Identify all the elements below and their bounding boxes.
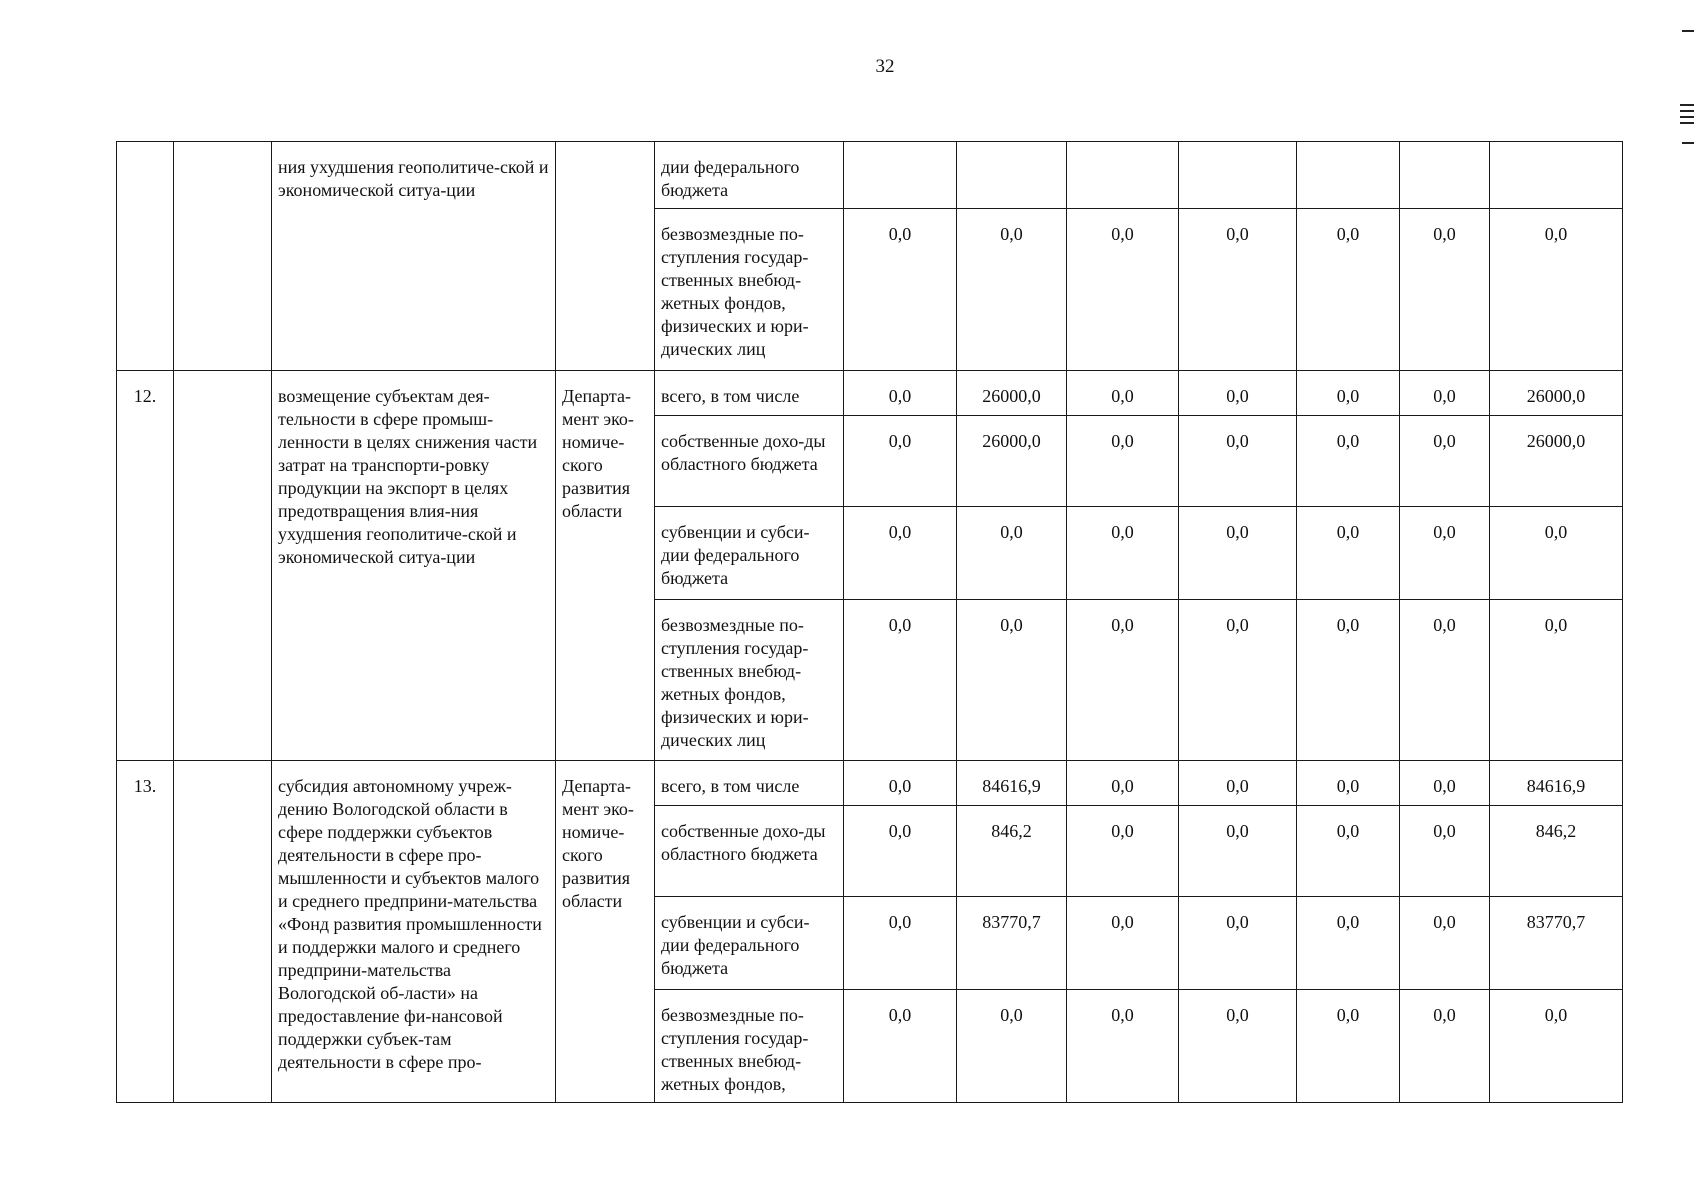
funding-source: субвенции и субси-дии федерального бюджета bbox=[655, 897, 844, 990]
funding-source: безвозмездные по-ступления государ-ственных внебюд-жетных фондов, bbox=[655, 990, 844, 1103]
edge-mark bbox=[1682, 30, 1694, 32]
amount-cell: 0,0 bbox=[1067, 806, 1179, 897]
amount-cell: 0,0 bbox=[1297, 600, 1400, 761]
funding-source: безвозмездные по-ступления государ-ственных внебюд-жетных фондов, физических и юри-дических лиц bbox=[655, 600, 844, 761]
amount-cell: 83770,7 bbox=[957, 897, 1067, 990]
amount-cell: 26000,0 bbox=[1490, 416, 1623, 507]
amount-cell: 0,0 bbox=[1297, 371, 1400, 416]
amount-cell: 0,0 bbox=[1490, 209, 1623, 371]
amount-cell: 83770,7 bbox=[1490, 897, 1623, 990]
amount-cell: 0,0 bbox=[1400, 507, 1490, 600]
funding-source: субвенции и субси-дии федерального бюджета bbox=[655, 507, 844, 600]
amount-cell: 0,0 bbox=[844, 806, 957, 897]
amount-cell bbox=[1179, 142, 1297, 209]
amount-cell: 0,0 bbox=[1067, 209, 1179, 371]
edge-mark bbox=[1680, 116, 1694, 118]
row-number: 12. bbox=[117, 371, 174, 761]
amount-cell bbox=[1297, 142, 1400, 209]
amount-cell: 0,0 bbox=[1179, 416, 1297, 507]
amount-cell: 0,0 bbox=[844, 416, 957, 507]
measure-description: субсидия автономному учреж-дению Вологодской области в сфере поддержки субъектов деятельности в сфере про-мышленности и субъектов малого и среднего предприни-мательства «Фонд развития промышленности и поддержки малого и среднего предприни-мательства Вологодской об-ласти» на предоставление фи-нансовой поддержки субъек-там деятельности в сфере про- bbox=[272, 761, 556, 1103]
amount-cell: 0,0 bbox=[1400, 371, 1490, 416]
funding-source: собственные дохо-ды областного бюджета bbox=[655, 416, 844, 507]
amount-cell: 0,0 bbox=[1297, 761, 1400, 806]
amount-cell: 0,0 bbox=[844, 507, 957, 600]
amount-cell: 0,0 bbox=[1179, 507, 1297, 600]
amount-cell: 0,0 bbox=[1490, 600, 1623, 761]
amount-cell bbox=[1490, 142, 1623, 209]
amount-cell: 0,0 bbox=[1297, 507, 1400, 600]
amount-cell: 0,0 bbox=[1297, 806, 1400, 897]
amount-cell: 0,0 bbox=[1297, 416, 1400, 507]
budget-table bbox=[116, 141, 1623, 1103]
amount-cell: 0,0 bbox=[844, 371, 957, 416]
amount-cell bbox=[1400, 142, 1490, 209]
amount-cell: 0,0 bbox=[1179, 371, 1297, 416]
row-number bbox=[117, 142, 174, 371]
amount-cell: 0,0 bbox=[1067, 897, 1179, 990]
amount-cell: 0,0 bbox=[844, 897, 957, 990]
measure-description: ния ухудшения геополитиче-ской и экономической ситуа-ции bbox=[272, 142, 556, 371]
row-number: 13. bbox=[117, 761, 174, 1103]
amount-cell bbox=[844, 142, 957, 209]
amount-cell: 0,0 bbox=[1400, 761, 1490, 806]
amount-cell: 0,0 bbox=[957, 600, 1067, 761]
amount-cell: 0,0 bbox=[1067, 371, 1179, 416]
amount-cell: 84616,9 bbox=[1490, 761, 1623, 806]
funding-source: всего, в том числе bbox=[655, 761, 844, 806]
edge-mark bbox=[1680, 122, 1694, 124]
amount-cell: 0,0 bbox=[1179, 990, 1297, 1103]
amount-cell: 0,0 bbox=[1067, 416, 1179, 507]
amount-cell: 0,0 bbox=[1400, 416, 1490, 507]
amount-cell: 26000,0 bbox=[957, 371, 1067, 416]
amount-cell: 0,0 bbox=[957, 209, 1067, 371]
amount-cell: 0,0 bbox=[1179, 209, 1297, 371]
table-row bbox=[117, 142, 1623, 209]
amount-cell: 0,0 bbox=[1490, 507, 1623, 600]
amount-cell: 0,0 bbox=[844, 761, 957, 806]
amount-cell: 846,2 bbox=[957, 806, 1067, 897]
amount-cell: 0,0 bbox=[1179, 806, 1297, 897]
table-row bbox=[117, 371, 1623, 416]
edge-mark bbox=[1680, 110, 1694, 112]
amount-cell: 0,0 bbox=[957, 990, 1067, 1103]
amount-cell: 0,0 bbox=[1400, 806, 1490, 897]
funding-source: всего, в том числе bbox=[655, 371, 844, 416]
amount-cell: 0,0 bbox=[1067, 600, 1179, 761]
amount-cell: 0,0 bbox=[1400, 990, 1490, 1103]
amount-cell: 0,0 bbox=[1297, 209, 1400, 371]
amount-cell: 0,0 bbox=[1400, 897, 1490, 990]
amount-cell: 26000,0 bbox=[957, 416, 1067, 507]
amount-cell: 0,0 bbox=[1179, 897, 1297, 990]
amount-cell bbox=[1067, 142, 1179, 209]
code-cell bbox=[174, 142, 272, 371]
amount-cell: 0,0 bbox=[1179, 761, 1297, 806]
amount-cell: 0,0 bbox=[957, 507, 1067, 600]
amount-cell: 0,0 bbox=[1067, 761, 1179, 806]
amount-cell: 26000,0 bbox=[1490, 371, 1623, 416]
amount-cell: 0,0 bbox=[844, 600, 957, 761]
edge-mark bbox=[1682, 142, 1694, 144]
amount-cell: 846,2 bbox=[1490, 806, 1623, 897]
page-number: 32 bbox=[875, 56, 895, 77]
responsible-department bbox=[556, 142, 655, 371]
responsible-department: Департа-мент эко-номиче-ского развития области bbox=[556, 761, 655, 1103]
amount-cell: 0,0 bbox=[1400, 600, 1490, 761]
amount-cell: 0,0 bbox=[1179, 600, 1297, 761]
measure-description: возмещение субъектам дея-тельности в сфере промыш-ленности в целях снижения части затрат на транспорти-ровку продукции на экспорт в целях предотвращения влия-ния ухудшения геополитиче-ской и экономической ситуа-ции bbox=[272, 371, 556, 761]
responsible-department: Департа-мент эко-номиче-ского развития области bbox=[556, 371, 655, 761]
code-cell bbox=[174, 371, 272, 761]
amount-cell: 0,0 bbox=[1297, 990, 1400, 1103]
amount-cell: 0,0 bbox=[1067, 507, 1179, 600]
amount-cell: 0,0 bbox=[1297, 897, 1400, 990]
funding-source: собственные дохо-ды областного бюджета bbox=[655, 806, 844, 897]
amount-cell: 84616,9 bbox=[957, 761, 1067, 806]
funding-source: дии федерального бюджета bbox=[655, 142, 844, 209]
amount-cell bbox=[957, 142, 1067, 209]
amount-cell: 0,0 bbox=[844, 209, 957, 371]
table-row bbox=[117, 761, 1623, 806]
amount-cell: 0,0 bbox=[1400, 209, 1490, 371]
funding-source: безвозмездные по-ступления государ-ственных внебюд-жетных фондов, физических и юри-дических лиц bbox=[655, 209, 844, 371]
amount-cell: 0,0 bbox=[1067, 990, 1179, 1103]
amount-cell: 0,0 bbox=[1490, 990, 1623, 1103]
code-cell bbox=[174, 761, 272, 1103]
edge-mark bbox=[1680, 104, 1694, 106]
amount-cell: 0,0 bbox=[844, 990, 957, 1103]
